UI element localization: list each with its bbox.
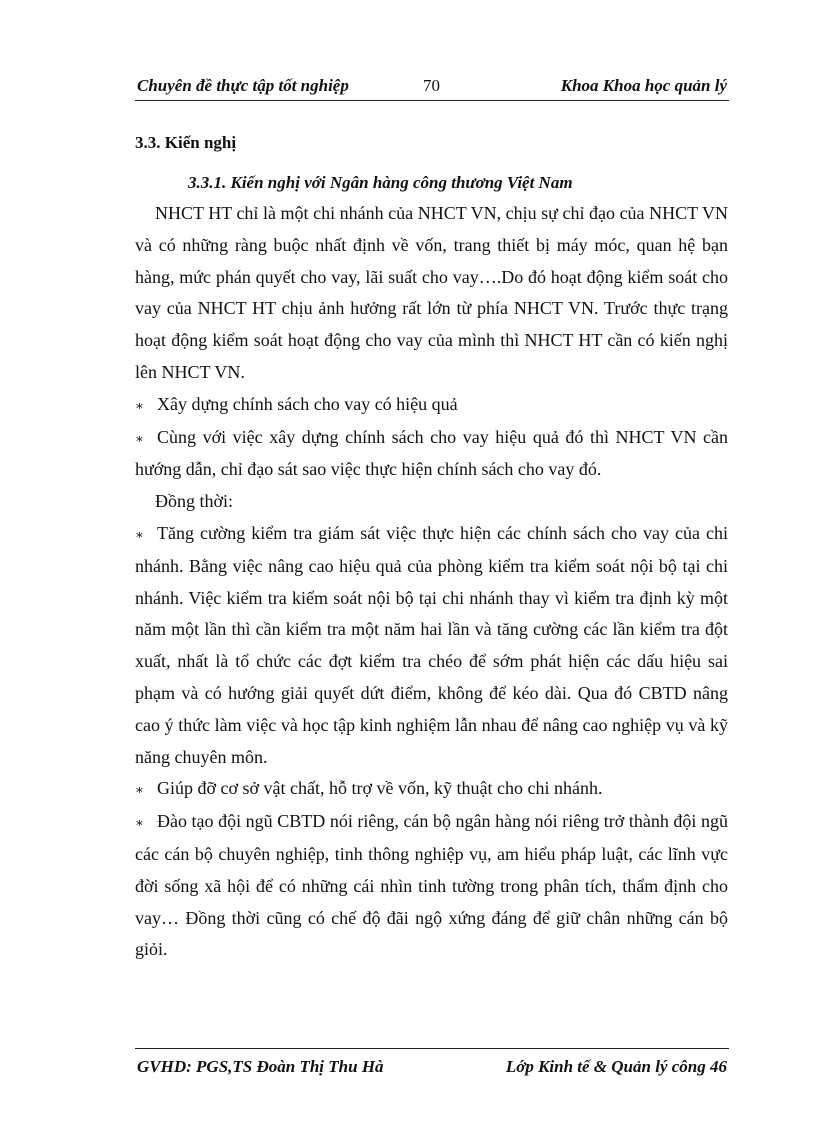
page-header xyxy=(135,76,729,101)
bullet-text: Cùng với việc xây dựng chính sách cho vay hiệu quả đó thì NHCT VN cần hướng dẫn, chỉ đạo sát sao việc thực hiện chính sách cho vay đó. xyxy=(135,426,728,480)
bullet-item xyxy=(135,806,728,966)
bullet-icon: ∗ xyxy=(135,430,144,446)
header-faculty: Khoa Khoa học quản lý xyxy=(560,76,727,95)
bullet-icon: ∗ xyxy=(135,397,144,413)
page-footer xyxy=(135,1048,729,1079)
header-title: Chuyên đề thực tập tốt nghiệp xyxy=(137,76,349,95)
bullet-text: Đào tạo đội ngũ CBTD nói riêng, cán bộ ngân hàng nói riêng trở thành đội ngũ các cán bộ chuyên nghiệp, tinh thông nghiệp vụ, am hiểu pháp luật, các lĩnh vực đời sống xã hội để có những cái nhìn tinh tường trong phân tích, thẩm định cho vay… Đồng thời cũng có chế độ đãi ngộ xứng đáng để giữ chân những cán bộ giỏi. xyxy=(135,811,728,960)
bullet-text: Giúp đỡ cơ sở vật chất, hỗ trợ về vốn, kỹ thuật cho chi nhánh. xyxy=(157,778,603,799)
bullet-text: Tăng cường kiểm tra giám sát việc thực hiện các chính sách cho vay của chi nhánh. Bằng việc nâng cao hiệu quả của phòng kiểm tra kiểm soát nội bộ tại chi nhánh. Việc kiểm tra kiểm soát nội bộ tại chi nhánh thay vì kiểm tra định kỳ một năm một lần thì cần kiểm tra một năm hai lần và tăng cường các lần kiểm tra đột xuất, nhất là tổ chức các đợt kiểm tra chéo để sớm phát hiện các dấu hiệu sai phạm và có hướng giải quyết dứt điểm, không để kéo dài. Qua đó CBTD nâng cao ý thức làm việc và học tập kinh nghiệm lẫn nhau để nâng cao nghiệp vụ và kỹ năng chuyên môn. xyxy=(135,522,728,767)
bullet-icon: ∗ xyxy=(135,815,144,831)
bullet-text: Xây dựng chính sách cho vay có hiệu quả xyxy=(157,393,458,414)
paragraph-intro: NHCT HT chỉ là một chi nhánh của NHCT VN, chịu sự chỉ đạo của NHCT VN và có những ràng buộc nhất định về vốn, trang thiết bị máy móc, quan hệ bạn hàng, mức phán quyết cho vay, lãi suất cho vay….Do đó hoạt động kiểm soát cho vay của NHCT HT chịu ảnh hưởng rất lớn từ phía NHCT VN. Trước thực trạng hoạt động kiểm soát hoạt động cho vay của mình thì NHCT HT cần có kiến nghị lên NHCT VN. xyxy=(135,203,728,382)
page-number: 70 xyxy=(423,76,440,95)
bullet-item xyxy=(135,773,728,806)
subsection-title: 3.3.1. Kiến nghị với Ngân hàng công thương Việt Nam xyxy=(188,173,573,192)
section-title: 3.3. Kiến nghị xyxy=(135,133,237,152)
document-body xyxy=(135,128,728,966)
paragraph-simultaneously: Đồng thời: xyxy=(155,491,234,512)
bullet-item xyxy=(135,422,728,487)
footer-class: Lớp Kinh tế & Quản lý công 46 xyxy=(505,1057,727,1076)
bullet-item xyxy=(135,389,728,422)
bullet-item xyxy=(135,518,728,773)
bullet-icon: ∗ xyxy=(135,782,144,798)
bullet-icon: ∗ xyxy=(135,526,144,542)
footer-supervisor: GVHD: PGS,TS Đoàn Thị Thu Hà xyxy=(137,1057,384,1076)
